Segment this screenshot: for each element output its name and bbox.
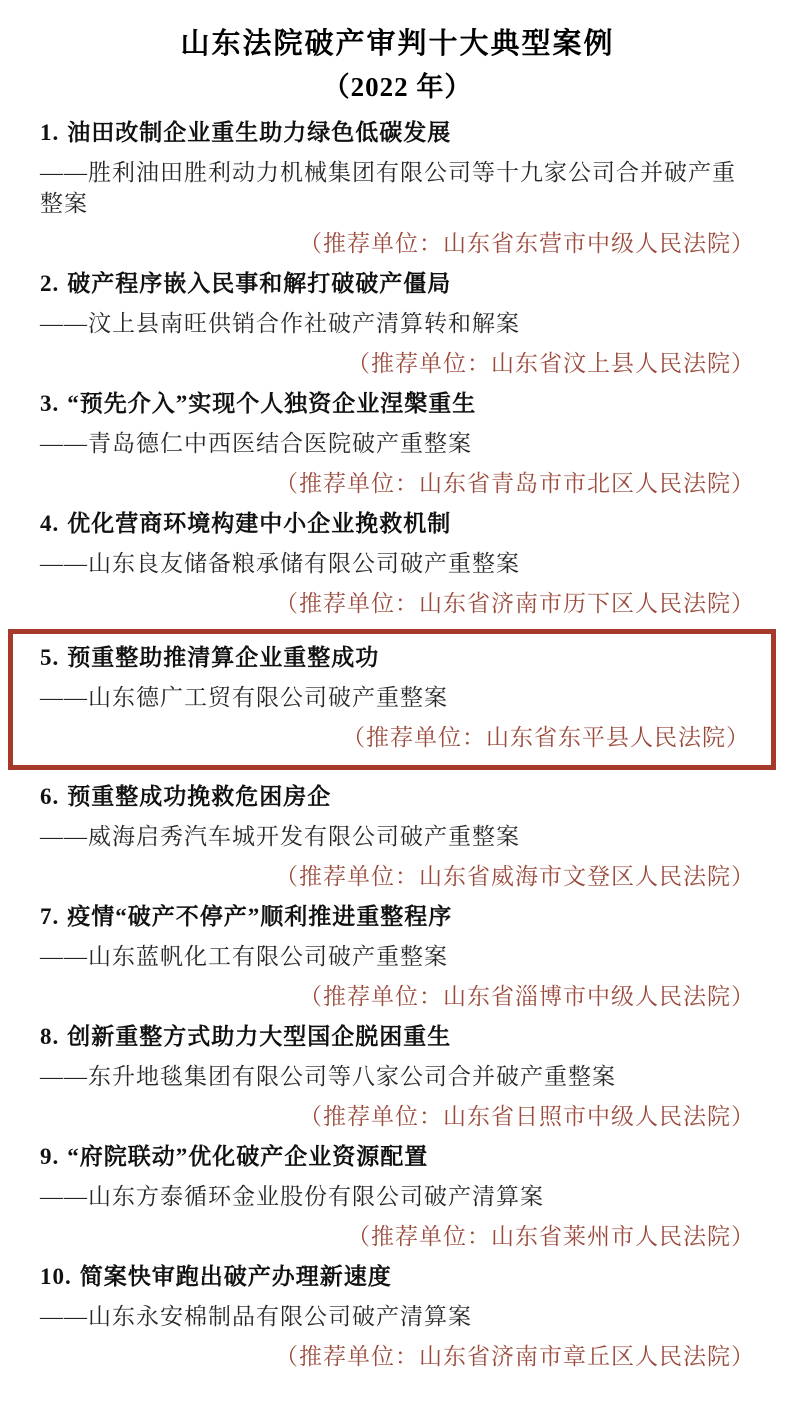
case-item-9 <box>40 1136 755 1256</box>
case-recommender: （推荐单位：山东省莱州市人民法院） <box>347 1224 755 1249</box>
case-title <box>40 896 755 936</box>
case-name: ——山东德广工贸有限公司破产重整案 <box>40 685 448 710</box>
case-recommender: （推荐单位：山东省济南市章丘区人民法院） <box>275 1344 755 1369</box>
case-title <box>40 383 755 423</box>
case-recommender: （推荐单位：山东省汶上县人民法院） <box>347 351 755 376</box>
case-number: 7. <box>40 904 60 929</box>
case-name: ——山东蓝帆化工有限公司破产重整案 <box>40 944 448 969</box>
case-item-1 <box>40 112 755 263</box>
case-name: ——胜利油田胜利动力机械集团有限公司等十九家公司合并破产重整案 <box>40 160 736 216</box>
case-title <box>40 112 755 152</box>
case-number: 4. <box>40 511 60 536</box>
case-number: 2. <box>40 271 60 296</box>
case-number: 8. <box>40 1024 60 1049</box>
case-item-7 <box>40 896 755 1016</box>
page-year-line: （2022 年） <box>322 72 473 102</box>
case-item-4 <box>40 503 755 623</box>
case-title-text: 预重整成功挽救危困房企 <box>67 784 332 809</box>
case-number: 1. <box>40 120 60 145</box>
case-name: ——山东永安棉制品有限公司破产清算案 <box>40 1304 472 1329</box>
highlight-box <box>8 629 776 770</box>
case-item-8 <box>40 1016 755 1136</box>
case-title-text: 优化营商环境构建中小企业挽救机制 <box>67 511 452 536</box>
case-title-text: 疫情“破产不停产”顺利推进重整程序 <box>67 904 453 929</box>
case-title <box>40 1256 755 1296</box>
case-number: 10. <box>40 1264 72 1289</box>
case-title <box>40 776 755 816</box>
case-title-text: “预先介入”实现个人独资企业涅槃重生 <box>67 391 477 416</box>
case-item-3 <box>40 383 755 503</box>
case-item-10 <box>40 1256 755 1376</box>
case-recommender: （推荐单位：山东省淄博市中级人民法院） <box>299 984 755 1009</box>
case-recommender: （推荐单位：山东省东平县人民法院） <box>342 725 750 750</box>
case-recommender: （推荐单位：山东省东营市中级人民法院） <box>299 231 755 256</box>
case-number: 9. <box>40 1144 60 1169</box>
case-number: 3. <box>40 391 60 416</box>
case-item-5 <box>40 637 750 757</box>
case-name: ——山东良友储备粮承储有限公司破产重整案 <box>40 551 520 576</box>
case-title <box>40 263 755 303</box>
case-title-text: 油田改制企业重生助力绿色低碳发展 <box>67 120 452 145</box>
case-title <box>40 1136 755 1176</box>
case-title <box>40 1016 755 1056</box>
case-title-text: 预重整助推清算企业重整成功 <box>67 645 380 670</box>
case-title-text: “府院联动”优化破产企业资源配置 <box>67 1144 429 1169</box>
case-title <box>40 637 750 677</box>
case-recommender: （推荐单位：山东省济南市历下区人民法院） <box>275 591 755 616</box>
case-item-6 <box>40 776 755 896</box>
case-name: ——威海启秀汽车城开发有限公司破产重整案 <box>40 824 520 849</box>
case-recommender: （推荐单位：山东省日照市中级人民法院） <box>299 1104 755 1129</box>
case-name: ——汶上县南旺供销合作社破产清算转和解案 <box>40 311 520 336</box>
case-title-text: 简案快审跑出破产办理新速度 <box>79 1264 392 1289</box>
case-name: ——山东方泰循环金业股份有限公司破产清算案 <box>40 1184 544 1209</box>
case-title <box>40 503 755 543</box>
case-recommender: （推荐单位：山东省青岛市市北区人民法院） <box>275 471 755 496</box>
case-title-text: 破产程序嵌入民事和解打破破产僵局 <box>67 271 452 296</box>
case-name: ——东升地毯集团有限公司等八家公司合并破产重整案 <box>40 1064 616 1089</box>
case-item-2 <box>40 263 755 383</box>
case-title-text: 创新重整方式助力大型国企脱困重生 <box>67 1024 452 1049</box>
page-title: 山东法院破产审判十大典型案例 <box>180 28 615 60</box>
case-number: 6. <box>40 784 60 809</box>
case-recommender: （推荐单位：山东省威海市文登区人民法院） <box>275 864 755 889</box>
case-number: 5. <box>40 645 60 670</box>
case-name: ——青岛德仁中西医结合医院破产重整案 <box>40 431 472 456</box>
